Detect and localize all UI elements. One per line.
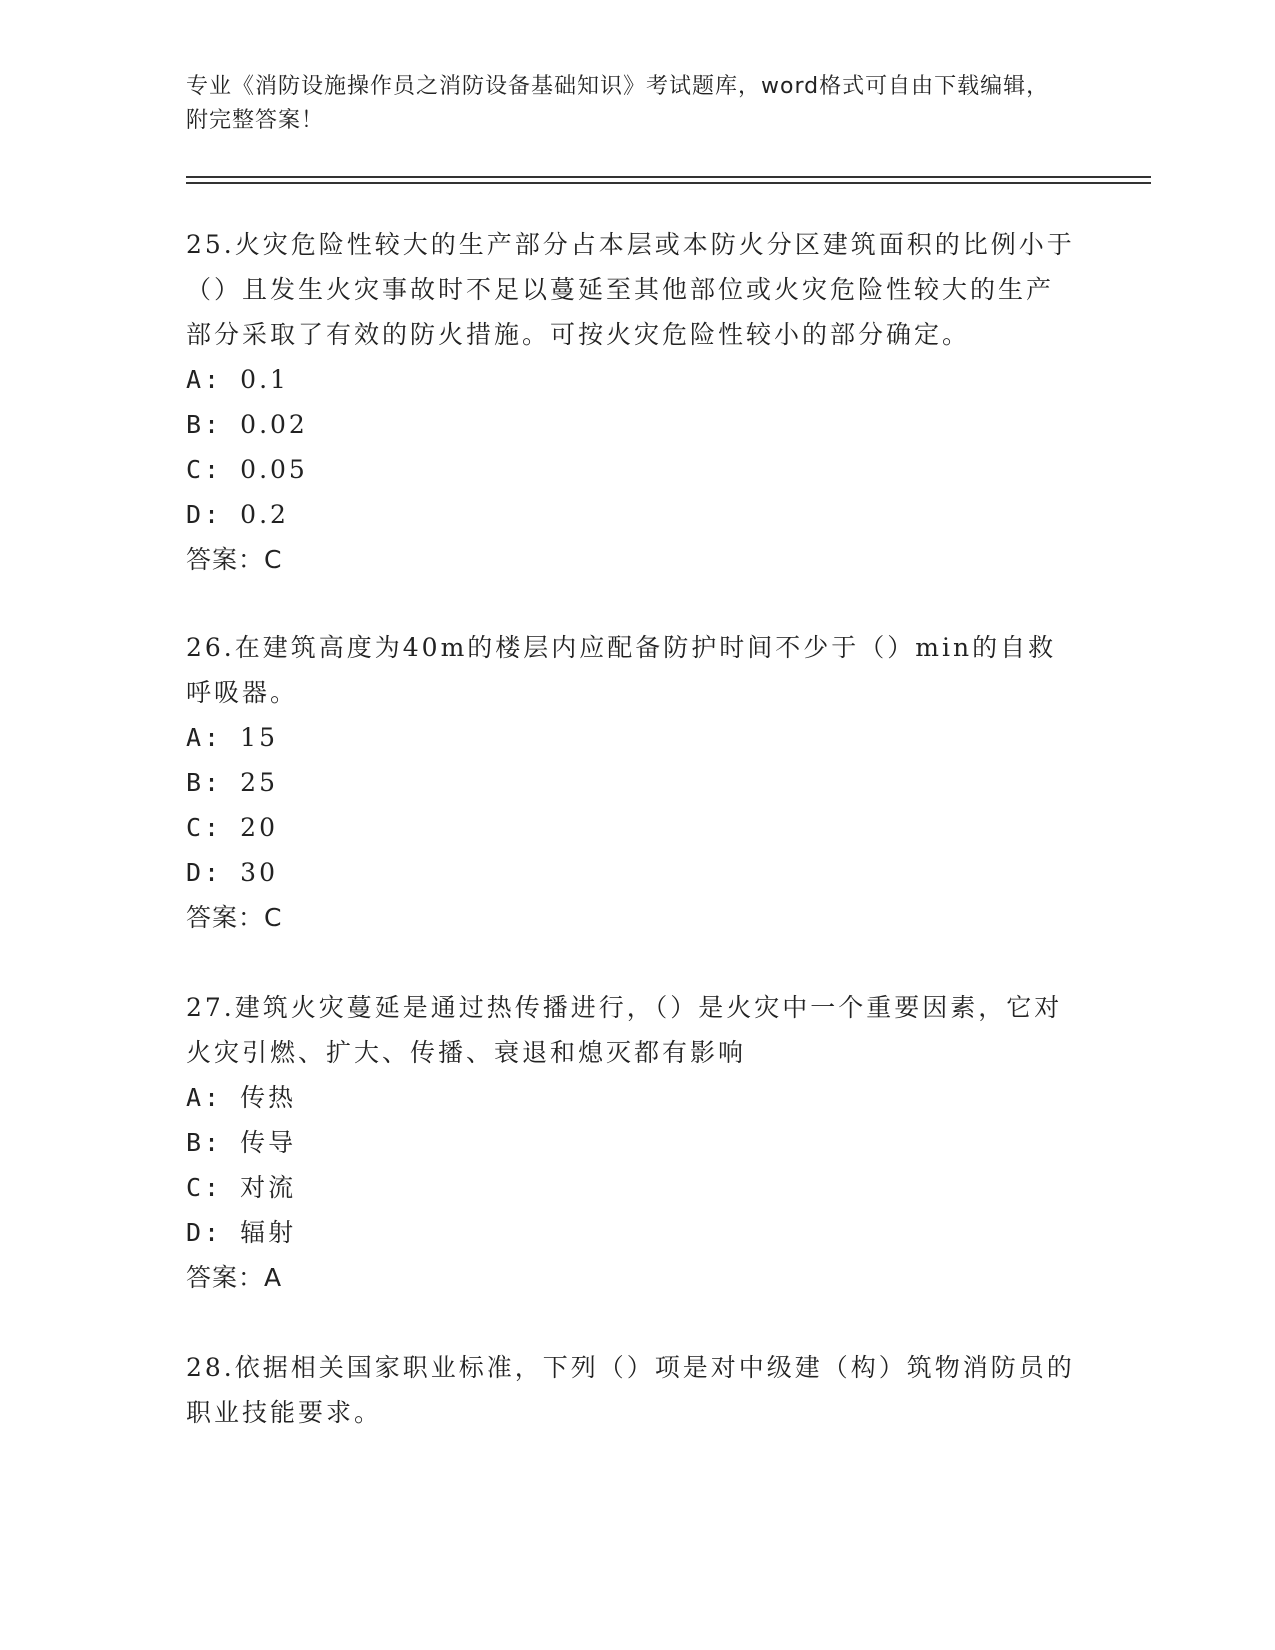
- option-label: C:: [186, 455, 223, 484]
- option-label: C:: [186, 1173, 223, 1202]
- option-text: 25: [240, 768, 278, 797]
- option-label: D:: [186, 1218, 223, 1247]
- option-text: 20: [240, 813, 278, 842]
- question-number: 27.: [186, 993, 235, 1022]
- question-text: 火灾危险性较大的生产部分占本层或本防火分区建筑面积的比例小于（）且发生火灾事故时不足以蔓延至其他部位或火灾危险性较大的生产部分采取了有效的防火措施。可按火灾危险性较小的部分确定。: [186, 230, 1075, 349]
- header-divider-bottom: [186, 182, 1151, 184]
- question-28: [186, 1345, 1076, 1435]
- question-text: 依据相关国家职业标准，下列（）项是对中级建（构）筑物消防员的职业技能要求。: [186, 1353, 1075, 1427]
- option-label: D:: [186, 858, 223, 887]
- option-b: [186, 1120, 1076, 1165]
- option-text: 15: [240, 723, 278, 752]
- option-text: 0.02: [240, 410, 308, 439]
- option-d: [186, 850, 1076, 895]
- option-label: B:: [186, 410, 223, 439]
- answer: 答案：C: [186, 545, 283, 574]
- option-label: A:: [186, 365, 223, 394]
- option-label: C:: [186, 813, 223, 842]
- option-text: 传导: [240, 1128, 297, 1157]
- option-text: 0.2: [240, 500, 289, 529]
- option-d: [186, 1210, 1076, 1255]
- question-stem: [186, 1345, 1076, 1435]
- question-text: 在建筑高度为40m的楼层内应配备防护时间不少于（）min的自救呼吸器。: [186, 633, 1057, 707]
- question-number: 26.: [186, 633, 235, 662]
- option-b: [186, 402, 1076, 447]
- question-number: 25.: [186, 230, 235, 259]
- answer: 答案：A: [186, 1263, 283, 1292]
- option-c: [186, 447, 1076, 492]
- question-stem: [186, 985, 1076, 1075]
- option-text: 30: [240, 858, 278, 887]
- option-text: 0.1: [240, 365, 289, 394]
- question-stem: [186, 625, 1076, 715]
- option-label: A:: [186, 1083, 223, 1112]
- option-a: [186, 357, 1076, 402]
- option-text: 传热: [240, 1083, 297, 1112]
- option-label: B:: [186, 1128, 223, 1157]
- question-stem: [186, 222, 1076, 357]
- option-b: [186, 760, 1076, 805]
- option-text: 对流: [240, 1173, 297, 1202]
- question-26: [186, 625, 1076, 940]
- option-text: 辐射: [240, 1218, 297, 1247]
- option-label: B:: [186, 768, 223, 797]
- header-divider-top: [186, 176, 1151, 178]
- option-a: [186, 1075, 1076, 1120]
- option-text: 0.05: [240, 455, 308, 484]
- option-label: A:: [186, 723, 223, 752]
- answer: 答案：C: [186, 903, 283, 932]
- option-c: [186, 805, 1076, 850]
- option-d: [186, 492, 1076, 537]
- option-label: D:: [186, 500, 223, 529]
- question-25: [186, 222, 1076, 582]
- option-a: [186, 715, 1076, 760]
- question-text: 建筑火灾蔓延是通过热传播进行，（）是火灾中一个重要因素，它对火灾引燃、扩大、传播、衰退和熄灭都有影响: [186, 993, 1063, 1067]
- question-27: [186, 985, 1076, 1300]
- document-header: 专业《消防设施操作员之消防设备基础知识》考试题库，word格式可自由下载编辑，附完整答案！: [186, 74, 1050, 133]
- option-c: [186, 1165, 1076, 1210]
- question-number: 28.: [186, 1353, 235, 1382]
